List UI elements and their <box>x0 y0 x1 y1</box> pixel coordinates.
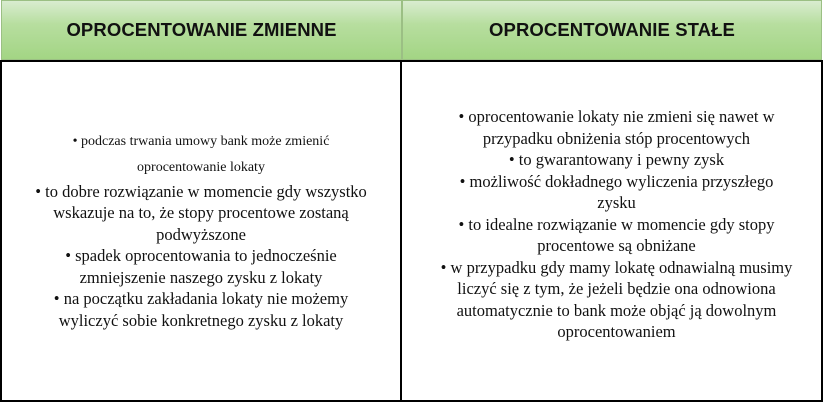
list-item: • podczas trwania umowy bank może zmienić oprocentowanie lokaty <box>72 133 330 175</box>
header-fixed-rate: OPROCENTOWANIE STAŁE <box>402 0 822 60</box>
list-item: • oprocentowanie lokaty nie zmieni się nawet w przypadku obniżenia stóp procentowych <box>458 107 775 148</box>
cell-fixed-rate <box>402 60 823 402</box>
list-item: • na początku zakładania lokaty nie możemy wyliczyć sobie konkretnego zysku z lokaty <box>53 289 349 330</box>
list-item: • to gwarantowany i pewny zysk <box>508 150 725 169</box>
list-item: • spadek oprocentowania to jednocześnie zmniejszenie naszego zysku z lokaty <box>65 246 337 287</box>
list-item: • możliwość dokładnego wyliczenia przyszłego zysku <box>459 171 774 212</box>
header-variable-rate: OPROCENTOWANIE ZMIENNE <box>1 0 402 60</box>
cell-variable-rate <box>0 60 402 402</box>
list-item: • to idealne rozwiązanie w momencie gdy stopy procentowe są obniżane <box>458 214 775 255</box>
list-item: • w przypadku gdy mamy lokatę odnawialną musimy liczyć się z tym, że jeżeli będzie ona odnowiona automatycznie to bank może objąć ją dowolnym oprocentowaniem <box>440 257 793 341</box>
list-item: • to dobre rozwiązanie w momencie gdy wszystko wskazuje na to, że stopy procentowe zostaną podwyższone <box>35 181 367 244</box>
